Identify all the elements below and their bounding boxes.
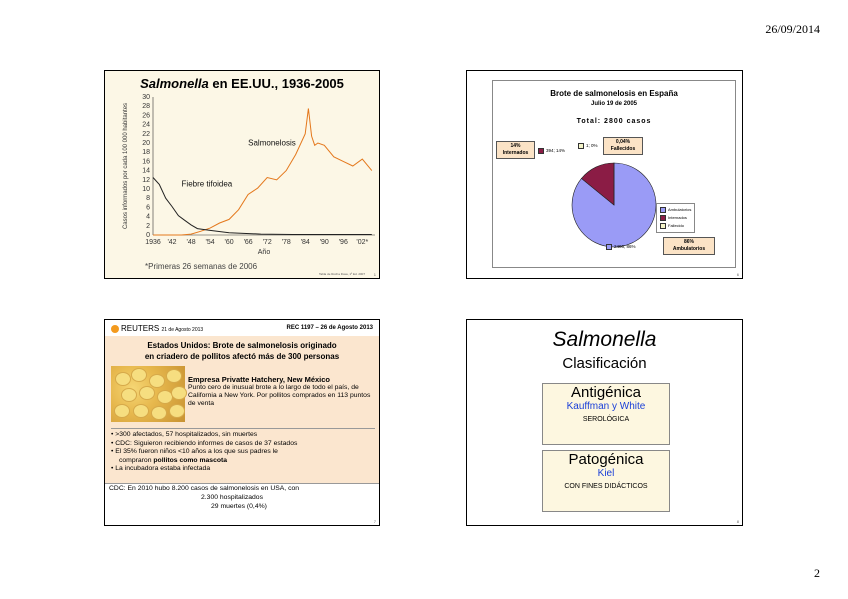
- label-ambulatorios: 2406; 86%: [606, 244, 636, 250]
- slide-title: Salmonella: [552, 328, 657, 351]
- chart-credit: Tabla de Rocha Dosa, 1º Ed. 2007: [319, 272, 365, 276]
- y-tick-label: 14: [142, 167, 150, 175]
- series-label: Fiebre tifoidea: [181, 179, 233, 189]
- slide-subtitle: Clasificación: [562, 355, 647, 372]
- chart-frame: [492, 80, 736, 268]
- slide-number: 1: [373, 272, 376, 277]
- x-axis-label: Año: [257, 249, 271, 256]
- y-tick-label: 16: [142, 158, 150, 166]
- bullet-item: compraron pollitos como mascota: [119, 456, 228, 464]
- legend-item-internados: Internados: [660, 214, 691, 222]
- y-tick-label: 2: [146, 222, 150, 230]
- bullet-item: • CDC: Siguieron recibiendo informes de casos de 37 estados: [111, 439, 298, 447]
- callout-ambulatorios: 86% Ambulatorios: [663, 237, 715, 255]
- chart-total: Total: 2800 casos: [576, 118, 652, 125]
- label-fallecidos: 1; 0%: [578, 143, 598, 149]
- slide-number: 7: [373, 519, 376, 524]
- slide-salmonella-usa: [104, 70, 380, 279]
- chart-subtitle: Julio 19 de 2005: [590, 101, 638, 107]
- slide-brote-espana: [466, 70, 743, 279]
- callout-fallecidos: 0,04% Fallecidos: [603, 137, 643, 155]
- salmonella-line-chart: [105, 71, 380, 279]
- label-internados: 394; 14%: [538, 148, 565, 154]
- chart-footnote: *Primeras 26 semanas de 2006: [145, 262, 258, 271]
- cdc-summary: CDC: En 2010 hubo 8.200 casos de salmonelosis en USA, con 2.300 hospitalizados 29 muertes (0,4%): [105, 483, 379, 526]
- reuters-logo-icon: [111, 325, 119, 333]
- y-axis-label: Casos informados por cada 100 000 habitantes: [123, 102, 129, 230]
- series-line: [153, 109, 372, 236]
- y-tick-label: 8: [146, 195, 150, 203]
- slide-number: 8: [736, 519, 739, 524]
- x-tick-label: '60: [224, 239, 234, 246]
- x-tick-label: '78: [281, 239, 291, 246]
- series-label: Salmonelosis: [248, 138, 296, 148]
- company-description: Punto cero de inusual brote a lo largo de todo el país, de California a New York. Por pollitos comprados en 113 puntos de venta: [188, 384, 371, 407]
- x-tick-label: '84: [300, 239, 310, 246]
- y-tick-label: 12: [142, 176, 150, 184]
- header-date: 26/09/2014: [765, 22, 820, 36]
- y-tick-label: 24: [142, 121, 150, 129]
- y-tick-label: 22: [142, 130, 150, 138]
- company-title: Empresa Privatte Hatchery, New México: [188, 375, 331, 384]
- chart-title: Brote de salmonelosis en España: [550, 89, 678, 98]
- news-bullets: [111, 428, 375, 474]
- slide-reuters-news: [104, 319, 380, 526]
- news-header-bar: [105, 320, 379, 336]
- slide-title: Salmonella en EE.UU., 1936-2005: [140, 76, 344, 91]
- reuters-brand: REUTERS 21 de Agosto 2013: [111, 324, 203, 333]
- callout-internados: 14% Internados: [496, 141, 535, 159]
- x-tick-label: '72: [262, 239, 272, 246]
- slide-clasificacion: [466, 319, 743, 526]
- x-tick-label: '02*: [356, 239, 369, 246]
- bullet-item: • El 35% fueron niños <10 años a los que sus padres le: [111, 448, 278, 455]
- y-tick-label: 0: [146, 232, 150, 239]
- x-tick-label: '66: [243, 239, 253, 246]
- pie-legend: [656, 203, 695, 233]
- x-tick-label: '42: [167, 239, 177, 246]
- news-headline: Estados Unidos: Brote de salmonelosis originado en criadero de pollitos afectó más de 300 personas: [144, 341, 340, 361]
- pathogenic-box: Patogénica Kiel CON FINES DIDÁCTICOS: [542, 450, 670, 512]
- legend-item-ambulatorios: Ambulatorios: [660, 206, 691, 214]
- y-tick-label: 30: [142, 94, 150, 101]
- rec-reference: REC 1197 – 26 de Agosto 2013: [286, 325, 373, 331]
- y-tick-label: 6: [146, 204, 150, 212]
- y-tick-label: 18: [142, 149, 150, 157]
- y-tick-label: 4: [146, 213, 150, 221]
- slide-number: 6: [736, 272, 739, 277]
- x-tick-label: '96: [338, 239, 348, 246]
- y-tick-label: 10: [142, 186, 150, 193]
- x-tick-label: '90: [319, 239, 329, 246]
- bullet-item: • >300 afectados, 57 hospitalizados, sin muertes: [111, 431, 258, 438]
- antigenic-box: Antigénica Kauffman y White SEROLÓGICA: [542, 383, 670, 445]
- y-tick-label: 26: [142, 112, 150, 120]
- chicks-photo: [111, 366, 185, 422]
- page-number: 2: [814, 566, 820, 580]
- bullet-item: • La incubadora estaba infectada: [111, 465, 211, 472]
- y-tick-label: 20: [142, 140, 150, 147]
- x-tick-label: '54: [205, 239, 215, 246]
- x-tick-label: 1936: [145, 239, 161, 246]
- x-tick-label: '48: [186, 239, 196, 246]
- y-tick-label: 28: [142, 103, 150, 111]
- legend-item-fallecido: Fallecido: [660, 222, 691, 230]
